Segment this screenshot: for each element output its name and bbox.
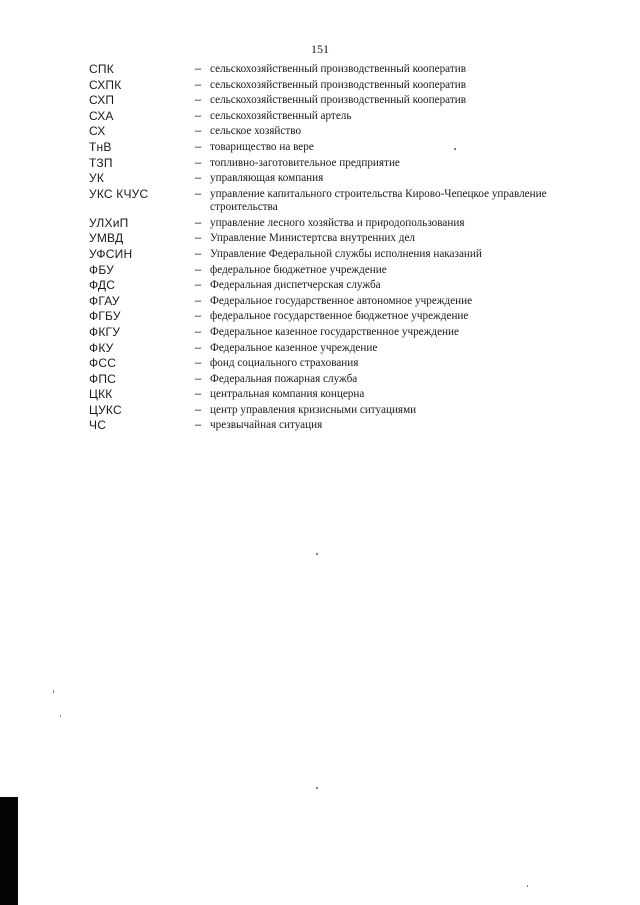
abbreviation-row [0,78,640,94]
abbreviation-row [0,325,640,341]
abbreviation-term: ФСС [89,356,117,371]
abbreviation-definition: федеральное бюджетное учреждение [210,263,387,276]
abbreviation-row [0,356,640,372]
abbreviation-definition: чрезвычайная ситуация [210,419,323,432]
abbreviation-definition: сельскохозяйственный производственный кооператив [210,94,467,107]
abbreviation-dash: – [195,109,202,122]
abbreviation-dash: – [195,263,202,276]
abbreviation-row [0,187,640,216]
abbreviation-definition: топливно-заготовительное предприятие [210,156,400,169]
abbreviation-definition: Федеральная пожарная служба [210,372,358,385]
abbreviation-term: СПК [89,62,114,76]
abbreviation-dash: – [195,78,202,91]
abbreviation-row [0,341,640,357]
abbreviation-row [0,140,640,156]
abbreviation-row [0,109,640,125]
abbreviation-term: ЧС [89,418,107,433]
abbreviation-dash: – [195,63,202,75]
scan-speck [527,885,528,887]
abbreviation-list [0,62,640,434]
abbreviation-row [0,156,640,172]
abbreviation-dash: – [195,357,202,370]
abbreviation-definition: сельскохозяйственный артель [210,109,352,122]
abbreviation-row [0,247,640,263]
abbreviation-definition: центр управления кризисными ситуациями [210,403,417,416]
abbreviation-dash: – [195,403,202,416]
abbreviation-dash: – [195,247,202,260]
abbreviation-term: СХП [89,93,115,108]
abbreviation-term: УФСИН [89,246,133,261]
abbreviation-term: СХ [89,124,106,139]
abbreviation-row [0,403,640,419]
abbreviation-dash: – [195,172,202,185]
abbreviation-row [0,372,640,388]
scan-edge-bar [0,797,18,905]
scan-speck [53,690,54,693]
abbreviation-row [0,93,640,109]
abbreviation-row [0,216,640,232]
abbreviation-row [0,124,640,140]
abbreviation-definition: Управление Министертсва внутренних дел [210,232,416,245]
abbreviation-dash: – [195,216,202,229]
abbreviation-row [0,309,640,325]
abbreviation-dash: – [195,125,202,138]
scan-speck [316,787,318,789]
abbreviation-dash: – [195,310,202,323]
abbreviation-definition: фонд социального страхования [210,357,359,370]
abbreviation-definition: центральная компания концерна [210,388,365,401]
abbreviation-term: ФГАУ [89,293,120,308]
abbreviation-definition: Федеральное государственное автономное учреждение [210,294,473,307]
abbreviation-term: ТнВ [89,139,112,154]
abbreviation-dash: – [195,372,202,385]
abbreviation-dash: – [195,140,202,153]
abbreviation-term: ТЗП [89,155,113,170]
abbreviation-dash: – [195,156,202,169]
abbreviation-dash: – [195,294,202,307]
abbreviation-row [0,387,640,403]
scan-speck [316,553,318,555]
abbreviation-definition: Федеральное казенное учреждение [210,341,378,354]
abbreviation-term: УКС КЧУС [89,186,149,201]
abbreviation-term: СХА [89,108,114,123]
scan-speck [60,715,61,717]
abbreviation-dash: – [195,341,202,354]
abbreviation-dash: – [195,279,202,292]
abbreviation-row [0,418,640,434]
abbreviation-term: ФКУ [89,340,114,355]
abbreviation-row [0,62,640,78]
abbreviation-row [0,171,640,187]
page-number: 151 [311,42,329,56]
abbreviation-dash: – [195,325,202,338]
abbreviation-term: УЛХиП [89,215,129,230]
abbreviation-term: УК [89,171,105,186]
abbreviation-definition: федеральное государственное бюджетное учреждение [210,310,469,323]
abbreviation-row [0,263,640,279]
abbreviation-term: ФБУ [89,262,114,277]
abbreviation-term: СХПК [89,77,122,92]
abbreviation-dash: – [195,94,202,107]
scan-speck [454,148,456,150]
abbreviation-row [0,278,640,294]
abbreviation-definition: Федеральное казенное государственное учреждение [210,325,459,338]
abbreviation-term: ФГБУ [89,309,121,324]
abbreviation-row [0,231,640,247]
abbreviation-definition: сельскохозяйственный производственный кооператив [210,63,467,75]
abbreviation-term: ФКГУ [89,324,121,339]
abbreviation-term: ЦУКС [89,402,122,417]
abbreviation-dash: – [195,232,202,245]
abbreviation-definition: сельскохозяйственный производственный кооператив [210,78,467,91]
abbreviation-definition: управление капитального строительства Кирово-Чепецкое управление строительства [210,187,547,214]
abbreviation-term: УМВД [89,231,124,246]
abbreviation-definition: сельское хозяйство [210,125,302,138]
abbreviation-term: ФПС [89,371,117,386]
abbreviation-definition: управляющая компания [210,172,324,185]
abbreviation-row [0,294,640,310]
abbreviation-definition: управление лесного хозяйства и природопользования [210,216,465,229]
abbreviation-definition: товарищество на вере [210,140,314,153]
abbreviation-dash: – [195,419,202,432]
abbreviation-dash: – [195,388,202,401]
abbreviation-definition: Федеральная диспетчерская служба [210,279,381,292]
abbreviation-definition: Управление Федеральной службы исполнения наказаний [210,247,482,260]
abbreviation-term: ФДС [89,278,116,293]
abbreviation-dash: – [195,187,202,200]
abbreviation-term: ЦКК [89,387,113,402]
